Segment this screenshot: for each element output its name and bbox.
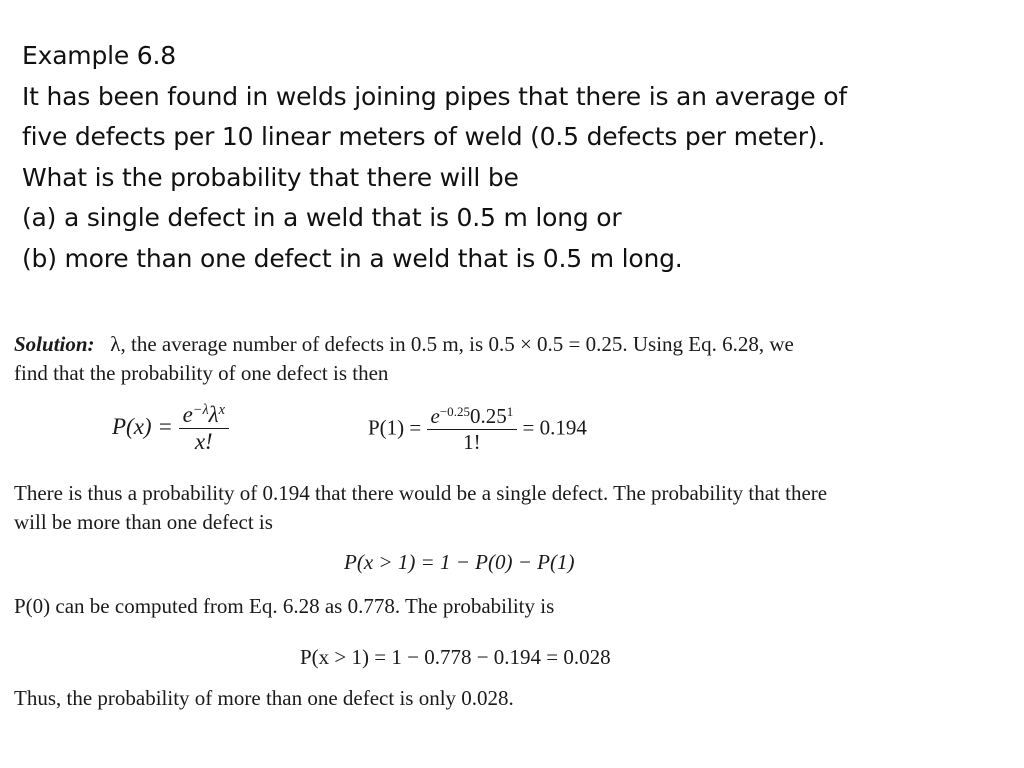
eq2-den: 1! bbox=[427, 429, 518, 455]
eq2-lhs: P(1) = bbox=[368, 415, 422, 440]
equation-poisson bbox=[112, 402, 229, 455]
eq2-num-value: 0.25 bbox=[469, 404, 507, 428]
problem-line-4: (a) a single defect in a weld that is 0.5 m long or bbox=[22, 203, 622, 233]
eq1-den: x! bbox=[179, 428, 229, 455]
eq1-num-lambda: λ bbox=[208, 402, 219, 427]
eq2-rhs: = 0.194 bbox=[522, 415, 587, 440]
eq2-num-value-exp: 1 bbox=[506, 403, 514, 419]
example-title: Example 6.8 bbox=[22, 41, 176, 70]
solution-line-4: will be more than one defect is bbox=[14, 510, 273, 534]
equation-complement: P(x > 1) = 1 − P(0) − P(1) bbox=[344, 550, 575, 574]
solution-text-1: λ, the average number of defects in 0.5 m, is 0.5 × 0.5 = 0.25. Using Eq. 6.28, we bbox=[110, 332, 794, 356]
problem-line-2: five defects per 10 linear meters of weld (0.5 defects per meter). bbox=[22, 122, 826, 152]
eq1-lhs: P(x) = bbox=[112, 413, 173, 439]
problem-line-1: It has been found in welds joining pipes that there is an average of bbox=[22, 81, 847, 111]
solution-line-6: Thus, the probability of more than one defect is only 0.028. bbox=[14, 686, 514, 710]
solution-label: Solution: bbox=[14, 332, 95, 356]
eq1-fraction bbox=[179, 402, 229, 455]
problem-line-5: (b) more than one defect in a weld that is 0.5 m long. bbox=[22, 243, 683, 273]
solution-line-3: There is thus a probability of 0.194 that there would be a single defect. The probability that there bbox=[14, 481, 828, 505]
solution-line-1 bbox=[14, 332, 794, 357]
solution-line-2: find that the probability of one defect is then bbox=[14, 361, 389, 385]
equation-p1 bbox=[368, 404, 587, 455]
eq2-num-exp: −0.25 bbox=[439, 403, 470, 419]
eq2-num-base: e bbox=[430, 404, 440, 428]
eq1-num-exp: −λ bbox=[192, 402, 209, 419]
eq1-num-lambda-exp: x bbox=[218, 402, 225, 419]
problem-statement bbox=[22, 36, 1002, 280]
eq2-fraction bbox=[427, 404, 518, 455]
problem-line-3: What is the probability that there will be bbox=[22, 162, 519, 192]
eq1-num-base: e bbox=[182, 402, 193, 427]
equation-result: P(x > 1) = 1 − 0.778 − 0.194 = 0.028 bbox=[300, 645, 611, 669]
solution-line-5: P(0) can be computed from Eq. 6.28 as 0.778. The probability is bbox=[14, 594, 555, 618]
